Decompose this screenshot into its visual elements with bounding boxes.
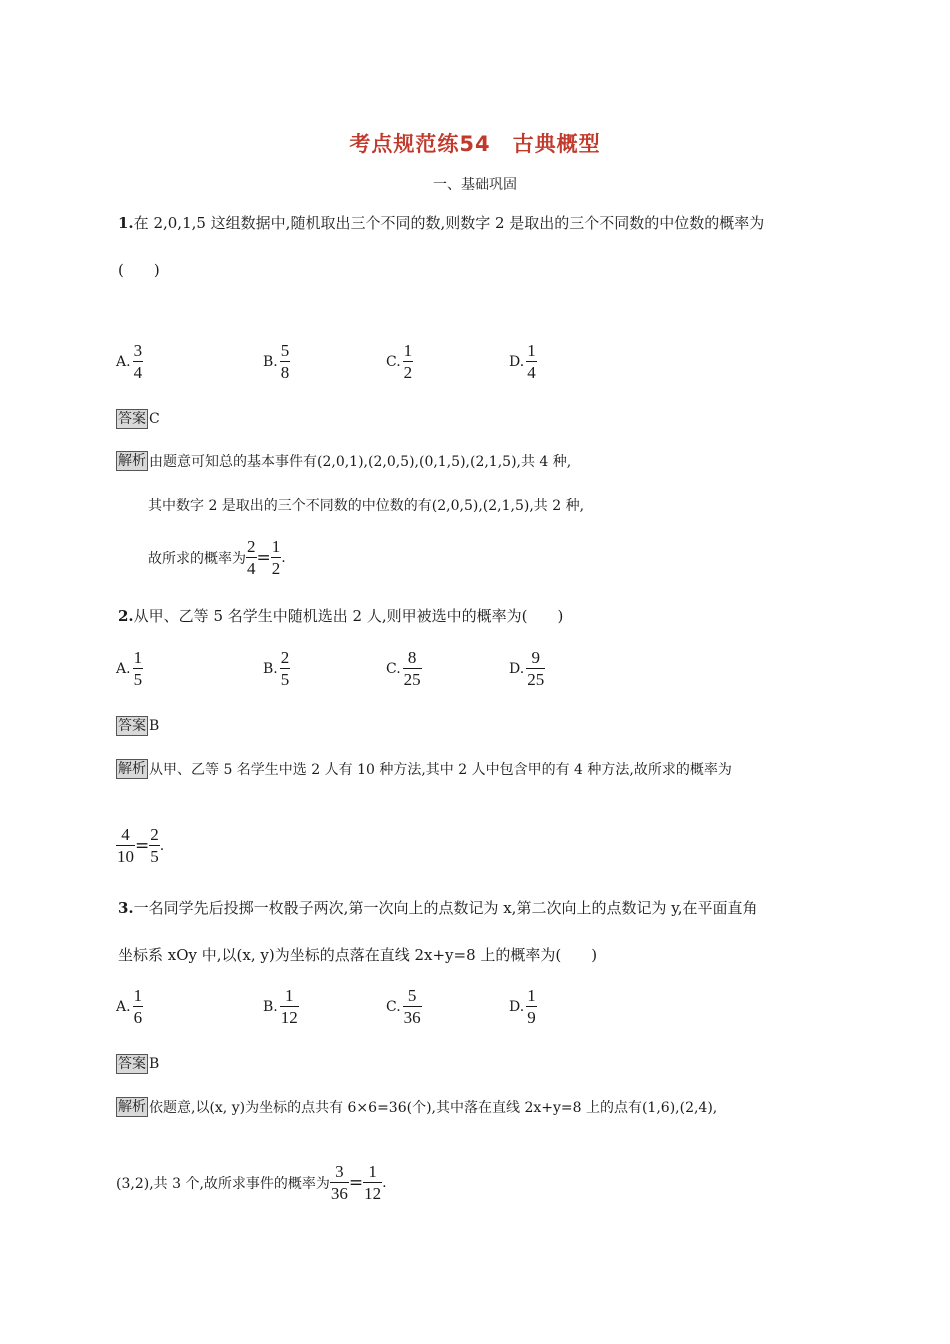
fraction: $\frac{8}{25}$ — [403, 648, 421, 689]
fraction: $\frac{3}{4}$ — [133, 341, 143, 382]
q3-answer — [116, 1054, 159, 1074]
answer-tag: 答案 — [118, 718, 146, 734]
q1-stem — [118, 212, 764, 233]
q3-stem-1 — [118, 897, 757, 918]
q1-analysis-2: 其中数字 2 是取出的三个不同数的中位数的有(2,0,5),(2,1,5),共 2 种, — [148, 498, 585, 514]
q1-option-b: B. $\frac{5}{8}$ — [263, 341, 290, 382]
answer-tag: 答案 — [118, 411, 146, 427]
fraction: $\frac{2}{5}$ — [150, 825, 159, 866]
q1-option-c: C. $\frac{1}{2}$ — [386, 341, 413, 382]
fraction: $\frac{1}{9}$ — [527, 986, 536, 1027]
q2-option-a: A. $\frac{1}{5}$ — [116, 648, 143, 689]
fraction: $\frac{2}{4}$ — [247, 537, 256, 578]
q1-text: 在 2,0,1,5 这组数据中,随机取出三个不同的数,则数字 2 是取出的三个不同数的中位数的概率为 — [133, 214, 765, 232]
q2-answer-value: B — [149, 718, 160, 734]
fraction: $\frac{9}{25}$ — [527, 648, 545, 689]
fraction: $\frac{4}{10}$ — [117, 825, 134, 866]
fraction: $\frac{1}{12}$ — [364, 1162, 382, 1203]
fraction: $\frac{3}{36}$ — [330, 1162, 348, 1203]
page-title — [0, 128, 950, 158]
fraction: $\frac{1}{2}$ — [403, 341, 413, 382]
q3-option-c: C. $\frac{5}{36}$ — [386, 986, 421, 1027]
q1-option-d: D. $\frac{1}{4}$ — [509, 341, 536, 382]
fraction: $\frac{1}{6}$ — [133, 986, 143, 1027]
fraction: $\frac{2}{5}$ — [280, 648, 290, 689]
q2-option-d: D. $\frac{9}{25}$ — [509, 648, 545, 689]
q3-option-d: D. $\frac{1}{9}$ — [509, 986, 536, 1027]
title-part2: 古典概型 — [512, 132, 601, 156]
q1-answer — [116, 409, 160, 429]
q2-answer — [116, 716, 159, 736]
q2-option-c: C. $\frac{8}{25}$ — [386, 648, 421, 689]
fraction: $\frac{5}{8}$ — [280, 341, 290, 382]
answer-tag: 答案 — [118, 1056, 146, 1072]
fraction: $\frac{1}{4}$ — [527, 341, 536, 382]
q1-analysis-1: 解析 由题意可知总的基本事件有(2,0,1),(2,0,5),(0,1,5),(2,1,5),共 4 种, — [118, 453, 572, 470]
q3-analysis-1: 解析 依题意,以(x, y)为坐标的点共有 6×6=36(个),其中落在直线 2x+y=8 上的点有(1,6),(2,4), — [118, 1099, 718, 1116]
q3-text-1: 一名同学先后投掷一枚骰子两次,第一次向上的点数记为 x,第二次向上的点数记为 y,在平面直角 — [133, 899, 758, 917]
title-part1: 考点规范练54 — [349, 132, 491, 156]
fraction: $\frac{5}{36}$ — [403, 986, 421, 1027]
q1-analysis-3: 故所求的概率为 $\frac{2}{4}$ = $\frac{1}{2}$ . — [148, 537, 286, 578]
analysis-tag: 解析 — [118, 453, 146, 469]
q3-answer-value: B — [149, 1056, 160, 1072]
q2-text: 从甲、乙等 5 名学生中随机选出 2 人,则甲被选中的概率为( ) — [133, 607, 564, 625]
q3-number: 3. — [118, 899, 134, 917]
analysis-tag: 解析 — [118, 1099, 146, 1115]
q2-option-b: B. $\frac{2}{5}$ — [263, 648, 290, 689]
analysis-tag: 解析 — [118, 761, 146, 777]
fraction: $\frac{1}{5}$ — [133, 648, 143, 689]
q2-number: 2. — [118, 607, 134, 625]
q3-analysis-2: (3,2),共 3 个,故所求事件的概率为 $\frac{3}{36}$ = $\frac{1}{12}$ . — [116, 1162, 387, 1203]
q2-stem — [118, 605, 563, 626]
q3-option-a: A. $\frac{1}{6}$ — [116, 986, 143, 1027]
q3-stem-2: 坐标系 xOy 中,以(x, y)为坐标的点落在直线 2x+y=8 上的概率为( ) — [118, 946, 598, 964]
q2-analysis-1: 解析 从甲、乙等 5 名学生中选 2 人有 10 种方法,其中 2 人中包含甲的有 4 种方法,故所求的概率为 — [118, 761, 732, 778]
q1-option-a: A. $\frac{3}{4}$ — [116, 341, 143, 382]
section-heading: 一、基础巩固 — [433, 177, 517, 193]
fraction: $\frac{1}{12}$ — [280, 986, 298, 1027]
q1-number: 1. — [118, 214, 134, 232]
q2-analysis-2: $\frac{4}{10}$ = $\frac{2}{5}$ . — [117, 825, 165, 866]
q3-option-b: B. $\frac{1}{12}$ — [263, 986, 298, 1027]
q1-paren: ( ) — [118, 261, 160, 279]
q1-answer-value: C — [149, 411, 160, 427]
fraction: $\frac{1}{2}$ — [271, 537, 281, 578]
